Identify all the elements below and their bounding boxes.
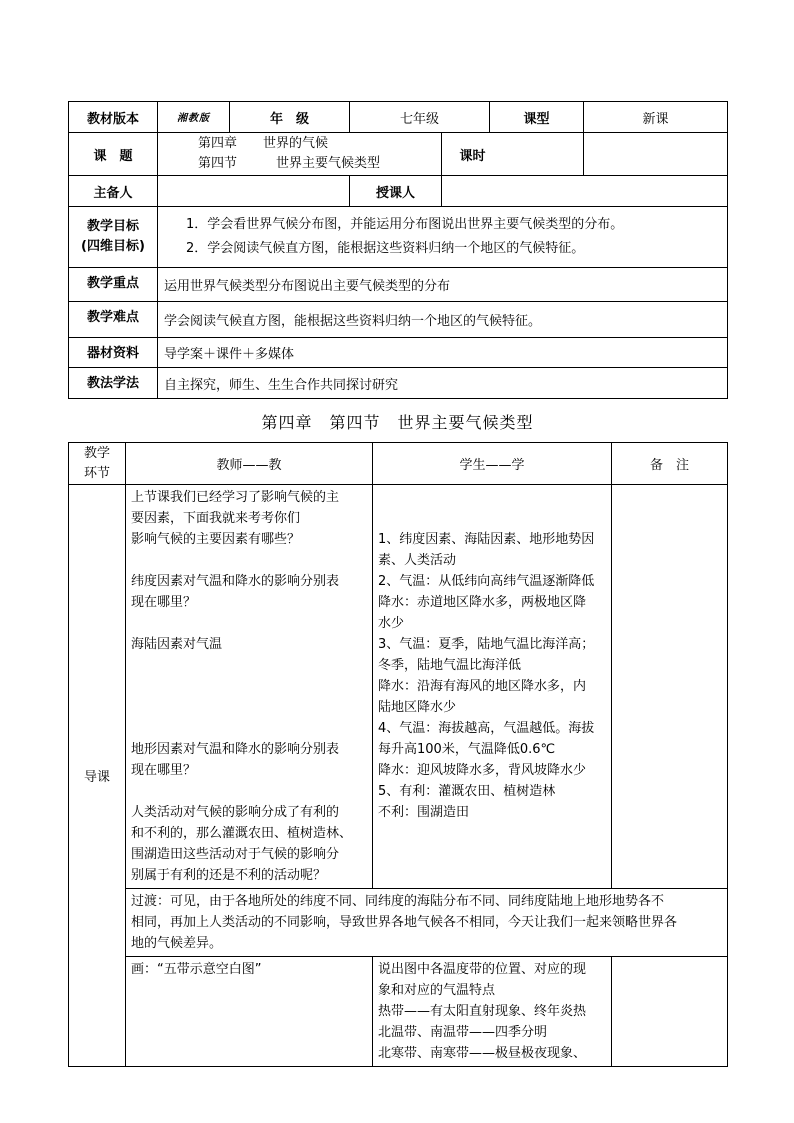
draw-instruction bbox=[126, 957, 373, 1067]
header-stage bbox=[69, 443, 126, 485]
header-stage-1: 教学 bbox=[83, 445, 110, 461]
goal-item: 1．学会看世界气候分布图，并能运用分布图说出世界主要气候类型的分布。 bbox=[186, 217, 624, 232]
method-label: 教法学法 bbox=[69, 368, 158, 399]
text-line bbox=[131, 550, 367, 571]
goals-label-2: (四维目标) bbox=[81, 239, 145, 254]
textbook-value bbox=[158, 102, 230, 133]
text-line: 陆地区降水少 bbox=[378, 700, 457, 715]
text-line: 人类活动对气候的影响分成了有利的 bbox=[131, 805, 340, 820]
text-line: 每升高100米，气温降低0.6℃ bbox=[378, 742, 556, 757]
text-line bbox=[131, 697, 367, 718]
lesson-process-table bbox=[68, 442, 728, 1067]
text-line bbox=[131, 676, 367, 697]
text-line bbox=[131, 718, 367, 739]
transition-text bbox=[126, 889, 727, 956]
student-column bbox=[373, 485, 612, 889]
header-notes: 备 注 bbox=[612, 443, 728, 485]
draw-text: 画：“五带示意空白图” bbox=[131, 962, 262, 977]
text-line: 3、气温：夏季，陆地气温比海洋高； bbox=[378, 637, 595, 652]
text-line: 海陆因素对气温 bbox=[131, 637, 223, 652]
textbook-label: 教材版本 bbox=[69, 102, 158, 133]
text-line: 北温带、南温带——四季分明 bbox=[378, 1025, 548, 1040]
grade-value: 七年级 bbox=[350, 102, 490, 133]
text-line: 2、气温：从低纬向高纬气温逐渐降低 bbox=[378, 574, 595, 589]
text-line: 1、纬度因素、海陆因素、地形地势因 bbox=[378, 532, 595, 547]
text-line: 降水：迎风坡降水多，背风坡降水少 bbox=[378, 763, 587, 778]
text-line bbox=[378, 508, 606, 529]
text-line: 围湖造田这些活动对于气候的影响分 bbox=[131, 847, 340, 862]
teacher-value bbox=[442, 176, 728, 207]
key-label: 教学重点 bbox=[69, 268, 158, 302]
hours-value bbox=[584, 133, 728, 176]
goal-item: 2．学会阅读气候直方图，能根据这些资料归纳一个地区的气候特征。 bbox=[186, 241, 585, 256]
text-line: 相同，再加上人类活动的不同影响，导致世界各地气候各不相同，今天让我们一起来领略世界各 bbox=[131, 915, 678, 930]
text-line: 地形因素对气温和降水的影响分别表 bbox=[131, 742, 340, 757]
text-line: 降水：沿海有海风的地区降水多，内 bbox=[378, 679, 587, 694]
text-line: 素、人类活动 bbox=[378, 553, 457, 568]
key-value: 运用世界气候类型分布图说出主要气候类型的分布 bbox=[158, 268, 728, 302]
text-line bbox=[378, 487, 606, 508]
preparer-value bbox=[158, 176, 350, 207]
text-line: 现在哪里？ bbox=[131, 763, 197, 778]
hours-label bbox=[442, 133, 584, 176]
student-lines bbox=[373, 485, 611, 825]
text-line: 影响气候的主要因素有哪些？ bbox=[131, 532, 301, 547]
text-line: 不利：围湖造田 bbox=[378, 805, 470, 820]
grade-label: 年 级 bbox=[230, 102, 350, 133]
header-stage-2: 环节 bbox=[83, 465, 110, 481]
text-line: 过渡：可见，由于各地所处的纬度不同、同纬度的海陆分布不同、同纬度陆地上地形地势各不 bbox=[131, 894, 665, 909]
goals-label-1: 教学目标 bbox=[86, 219, 139, 234]
teacher-lines bbox=[126, 485, 372, 888]
draw-notes-column bbox=[612, 957, 728, 1067]
document-title: 第四章 第四节 世界主要气候类型 bbox=[261, 413, 534, 432]
text-line bbox=[131, 613, 367, 634]
textbook-stamp: 湘教版 bbox=[177, 113, 210, 124]
header-student: 学生——学 bbox=[373, 443, 612, 485]
lesson-info-table bbox=[68, 101, 728, 399]
teacher-column bbox=[126, 485, 373, 889]
text-line: 象和对应的气温特点 bbox=[378, 983, 496, 998]
text-line: 纬度因素对气温和降水的影响分别表 bbox=[131, 574, 340, 589]
lesson-type-label: 课型 bbox=[490, 102, 584, 133]
text-line: 冬季，陆地气温比海洋低 bbox=[378, 658, 522, 673]
goals-value bbox=[158, 207, 728, 268]
preparer-label: 主备人 bbox=[69, 176, 158, 207]
hours-label-text: 课时 bbox=[459, 148, 486, 164]
difficulty-value: 学会阅读气候直方图，能根据这些资料归纳一个地区的气候特征。 bbox=[158, 302, 728, 338]
transition-row bbox=[126, 889, 728, 957]
text-line: 现在哪里？ bbox=[131, 595, 197, 610]
method-value: 自主探究，师生、生生合作共同探讨研究 bbox=[158, 368, 728, 399]
text-line: 说出图中各温度带的位置、对应的现 bbox=[378, 962, 587, 977]
goals-label bbox=[69, 207, 158, 268]
topic-line-2: 第四节 世界主要气候类型 bbox=[198, 156, 381, 171]
draw-student-column bbox=[373, 957, 612, 1067]
topic-line-1: 第四章 世界的气候 bbox=[198, 136, 329, 151]
text-line bbox=[131, 781, 367, 802]
text-line: 北寒带、南寒带——极昼极夜现象、 bbox=[378, 1046, 587, 1061]
lesson-type-value: 新课 bbox=[584, 102, 728, 133]
header-teacher: 教师——教 bbox=[126, 443, 373, 485]
notes-column bbox=[612, 485, 728, 889]
text-line: 地的气候差异。 bbox=[131, 936, 223, 951]
text-line: 上节课我们已经学习了影响气候的主 bbox=[131, 490, 340, 505]
draw-student-lines bbox=[373, 957, 611, 1066]
text-line: 降水：赤道地区降水多，两极地区降 bbox=[378, 595, 587, 610]
text-line: 水少 bbox=[378, 616, 405, 631]
text-line: 5、有利：灌溉农田、植树造林 bbox=[378, 784, 556, 799]
text-line: 4、气温：海拔越高，气温越低。海拔 bbox=[378, 721, 595, 736]
topic-value bbox=[158, 133, 442, 176]
stage-name: 导课 bbox=[69, 485, 126, 1067]
text-line: 和不利的，那么灌溉农田、植树造林、 bbox=[131, 826, 353, 841]
topic-label: 课 题 bbox=[69, 133, 158, 176]
teacher-label: 授课人 bbox=[350, 176, 442, 207]
text-line: 要因素，下面我就来考考你们 bbox=[131, 511, 301, 526]
difficulty-label: 教学难点 bbox=[69, 302, 158, 338]
text-line: 热带——有太阳直射现象、终年炎热 bbox=[378, 1004, 587, 1019]
text-line bbox=[131, 655, 367, 676]
materials-label: 器材资料 bbox=[69, 338, 158, 368]
materials-value: 导学案＋课件＋多媒体 bbox=[158, 338, 728, 368]
text-line: 别属于有利的还是不利的活动呢？ bbox=[131, 868, 327, 883]
